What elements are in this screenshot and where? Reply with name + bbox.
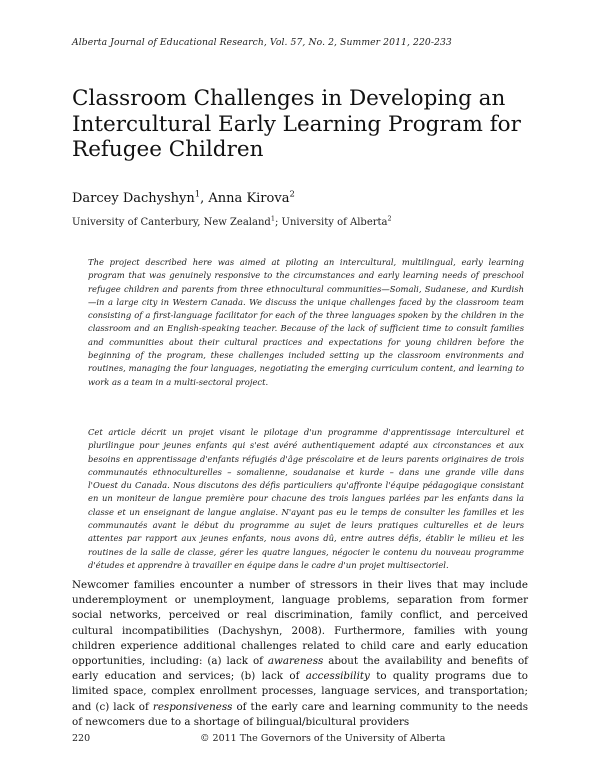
affiliation-marker: 2 bbox=[387, 214, 392, 223]
body-text-segment: Newcomer families encounter a number of stressors in their lives that may include underemployment or unemployment, language problems, separation from former social networks, perceived or real discrimination, family conflict, and perceived cultural incompatibilities (Dachyshyn, 2008). Furthermore, families with young children experience additional challenges related to child care and early education opportunities, including: (a) lack of bbox=[72, 579, 528, 668]
affiliation-line bbox=[72, 214, 392, 228]
abstract-english: The project described here was aimed at piloting an intercultural, multilingual, early learning program that was genuinely responsive to the circumstances and early learning needs of preschool refugee children and parents from three ethnocultural communities—Somali, Sudanese, and Kurdish—in a large city in Western Canada. We discuss the unique challenges faced by the classroom team consisting of a first-language facilitator for each of the three languages spoken by the children in the classroom and an English-speaking teacher. Because of the lack of sufficient time to consult families and communities about their cultural practices and expectations for young children before the beginning of the program, these challenges included setting up the classroom environments and routines, managing the four languages, negotiating the emerging curriculum content, and learning to work as a team in a multi-sectoral project. bbox=[88, 257, 524, 387]
affiliation-marker: 1 bbox=[270, 214, 275, 223]
author-name: Darcey Dachyshyn bbox=[72, 191, 195, 206]
emphasized-term: accessibility bbox=[305, 670, 370, 683]
affiliation-separator: ; bbox=[274, 217, 282, 228]
author-line bbox=[72, 188, 295, 206]
body-paragraph bbox=[72, 578, 528, 730]
article-title: Classroom Challenges in Developing an Intercultural Early Learning Program for Refugee Children bbox=[72, 86, 521, 162]
author-affiliation-marker: 1 bbox=[194, 188, 201, 199]
body-text-segment: to quality programs due to limited space, complex enrollment processes, language services, and transportation; and (c) lack of bbox=[72, 670, 528, 713]
abstract-french: Cet article décrit un projet visant le pilotage d'un programme d'apprentissage interculturel et plurilingue pour jeunes enfants qui s'est avéré authentiquement adapté aux circonstances et aux besoins en apprentissage d'enfants réfugiés d'âge préscolaire et de leurs parents originaires de trois communautés ethnoculturelles – somalienne, soudanaise et kurde – dans une grande ville dans l'Ouest du Canada. Nous discutons des défis particuliers qu'affronte l'équipe pédagogique consistant en un moniteur de langue première pour chacune des trois langues parlées par les enfants dans la classe et un enseignant de langue anglaise. N'ayant pas eu le temps de consulter les familles et les communautés avant le début du programme au sujet de leurs pratiques culturelles et de leurs attentes par rapport aux jeunes enfants, nous avons dû, entre autres défis, établir le milieu et les routines de la salle de classe, gérer les quatre langues, négocier le contenu du nouveau programme d'études et apprendre à travailler en équipe dans le cadre d'un projet multisectoriel. bbox=[88, 427, 524, 570]
emphasized-term: awareness bbox=[267, 655, 324, 668]
body-text-segment: about the availability and benefits of early education and services; (b) lack of bbox=[72, 655, 528, 683]
author-affiliation-marker: 2 bbox=[289, 188, 295, 199]
author-separator: , bbox=[200, 191, 209, 206]
body-text-segment: of the early care and learning community to the needs of newcomers due to a shortage of bilingual/bicultural providers bbox=[72, 700, 528, 728]
page-number: 220 bbox=[72, 733, 91, 744]
journal-header: Alberta Journal of Educational Research, Vol. 57, No. 2, Summer 2011, 220-233 bbox=[72, 37, 452, 48]
author-name: Anna Kirova bbox=[208, 191, 290, 206]
affiliation-name: University of Canterbury, New Zealand bbox=[72, 217, 271, 228]
copyright-notice: © 2011 The Governors of the University of Alberta bbox=[200, 733, 446, 744]
affiliation-name: University of Alberta bbox=[281, 217, 388, 228]
emphasized-term: responsiveness bbox=[152, 700, 233, 713]
